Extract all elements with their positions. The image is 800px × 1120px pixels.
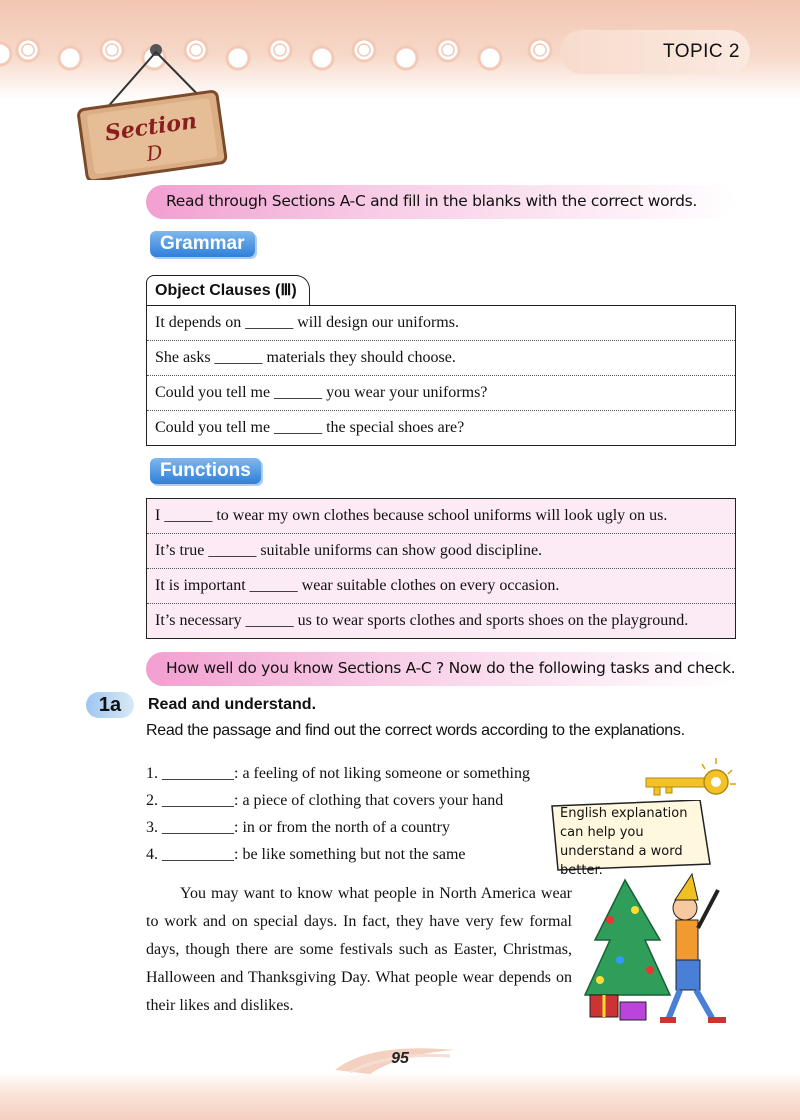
- section-sign-letter: D: [144, 139, 165, 166]
- task-instruction: Read the passage and find out the correct words according to the explanations.: [146, 722, 685, 739]
- passage-paragraph: You may want to know what people in North America wear to work and on special days. In fact, they have very few formal days, though there are some festivals such as Easter, Christmas, Halloween and Thanksgiving Day. What people wear depends on their likes and dislikes.: [146, 885, 572, 1014]
- definition-item: 2. _________: a piece of clothing that covers your hand: [146, 792, 504, 809]
- functions-row: It’s necessary ______ us to wear sports clothes and sports shoes on the playground.: [147, 604, 735, 638]
- functions-row: It’s true ______ suitable uniforms can show good discipline.: [147, 534, 735, 569]
- object-clauses-title: Object Clauses (Ⅲ): [146, 275, 310, 306]
- functions-label: Functions: [150, 458, 261, 484]
- functions-row: It is important ______ wear suitable clothes on every occasion.: [147, 569, 735, 604]
- task-title: Read and understand.: [148, 696, 317, 713]
- section-sign-word: Section: [103, 107, 199, 147]
- christmas-tree-illustration: [580, 870, 740, 1030]
- grammar-row: It depends on ______ will design our uniforms.: [147, 306, 735, 341]
- grammar-row: She asks ______ materials they should choose.: [147, 341, 735, 376]
- section-sign: [68, 40, 238, 180]
- instruction-middle: How well do you know Sections A-C ? Now do the following tasks and check.: [166, 659, 736, 677]
- tip-note-text: English explanation can help you understand a word better.: [560, 806, 688, 878]
- definition-item: 4. _________: be like something but not the same: [146, 846, 466, 863]
- grammar-table: [146, 305, 736, 446]
- definition-item: 1. _________: a feeling of not liking someone or something: [146, 765, 530, 782]
- definition-item: 3. _________: in or from the north of a country: [146, 819, 450, 836]
- grammar-row: Could you tell me ______ you wear your uniforms?: [147, 376, 735, 411]
- definitions-list: [146, 760, 566, 868]
- page-number: 95: [391, 1050, 409, 1067]
- task-badge: 1a: [86, 692, 134, 718]
- functions-table: [146, 498, 736, 639]
- instruction-top: Read through Sections A-C and fill in the blanks with the correct words.: [166, 192, 698, 210]
- functions-row: I ______ to wear my own clothes because school uniforms will look ugly on us.: [147, 499, 735, 534]
- topic-label: TOPIC 2: [662, 41, 740, 62]
- grammar-row: Could you tell me ______ the special shoes are?: [155, 419, 465, 436]
- grammar-label: Grammar: [150, 231, 255, 257]
- reading-passage: [146, 880, 572, 1020]
